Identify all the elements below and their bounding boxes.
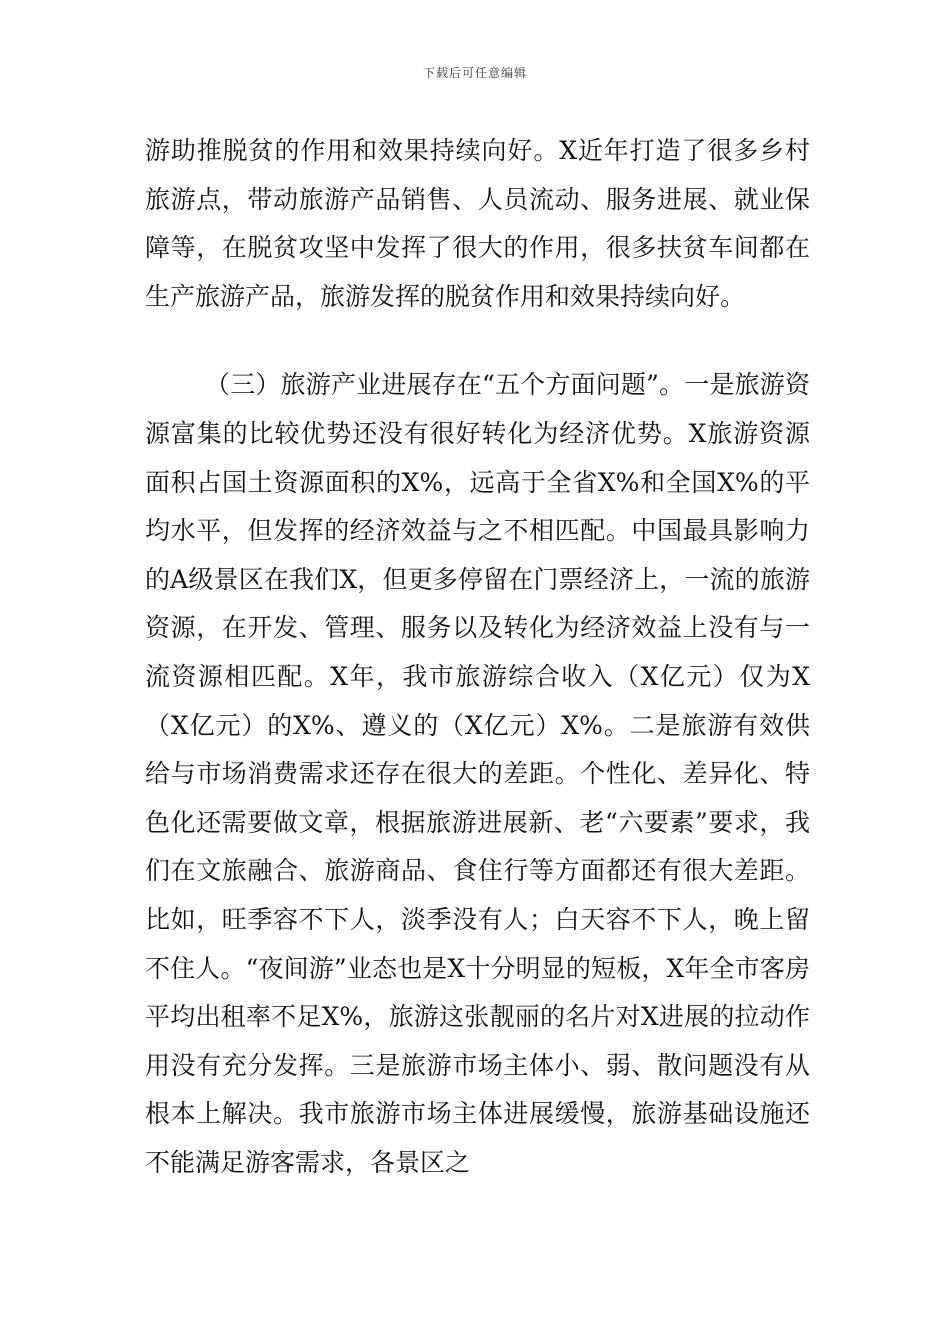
document-body [145, 127, 810, 1187]
paragraph-2: （三）旅游产业进展存在“五个方面问题”。一是旅游资源富集的比较优势还没有很好转化为经济优势。X旅游资源面积占国土资源面积的X%，远高于全省X%和全国X%的平均水平，但发挥的经济效益与之不相匹配。中国最具影响力的A级景区在我们X，但更多停留在门票经济上，一流的旅游资源，在开发、管理、服务以及转化为经济效益上没有与一流资源相匹配。X年，我市旅游综合收入（X亿元）仅为X（X亿元）的X%、遵义的（X亿元）X%。二是旅游有效供给与市场消费需求还存在很大的差距。个性化、差异化、特色化还需要做文章，根据旅游进展新、老“六要素”要求，我们在文旅融合、旅游商品、食住行等方面都还有很大差距。比如，旺季容不下人，淡季没有人；白天容不下人，晚上留不住人。“夜间游”业态也是X十分明显的短板，X年全市客房平均出租率不足X%，旅游这张靓丽的名片对X进展的拉动作用没有充分发挥。三是旅游市场主体小、弱、散问题没有从根本上解决。我市旅游市场主体进展缓慢，旅游基础设施还不能满足游客需求，各景区之 [145, 370, 810, 1177]
page-header: 下载后可任意编辑 [422, 66, 527, 80]
paragraph-1: 游助推脱贫的作用和效果持续向好。X近年打造了很多乡村旅游点，带动旅游产品销售、人员流动、服务进展、就业保障等，在脱贫攻坚中发挥了很大的作用，很多扶贫车间都在生产旅游产品，旅游发挥的脱贫作用和效果持续向好。 [145, 136, 810, 311]
